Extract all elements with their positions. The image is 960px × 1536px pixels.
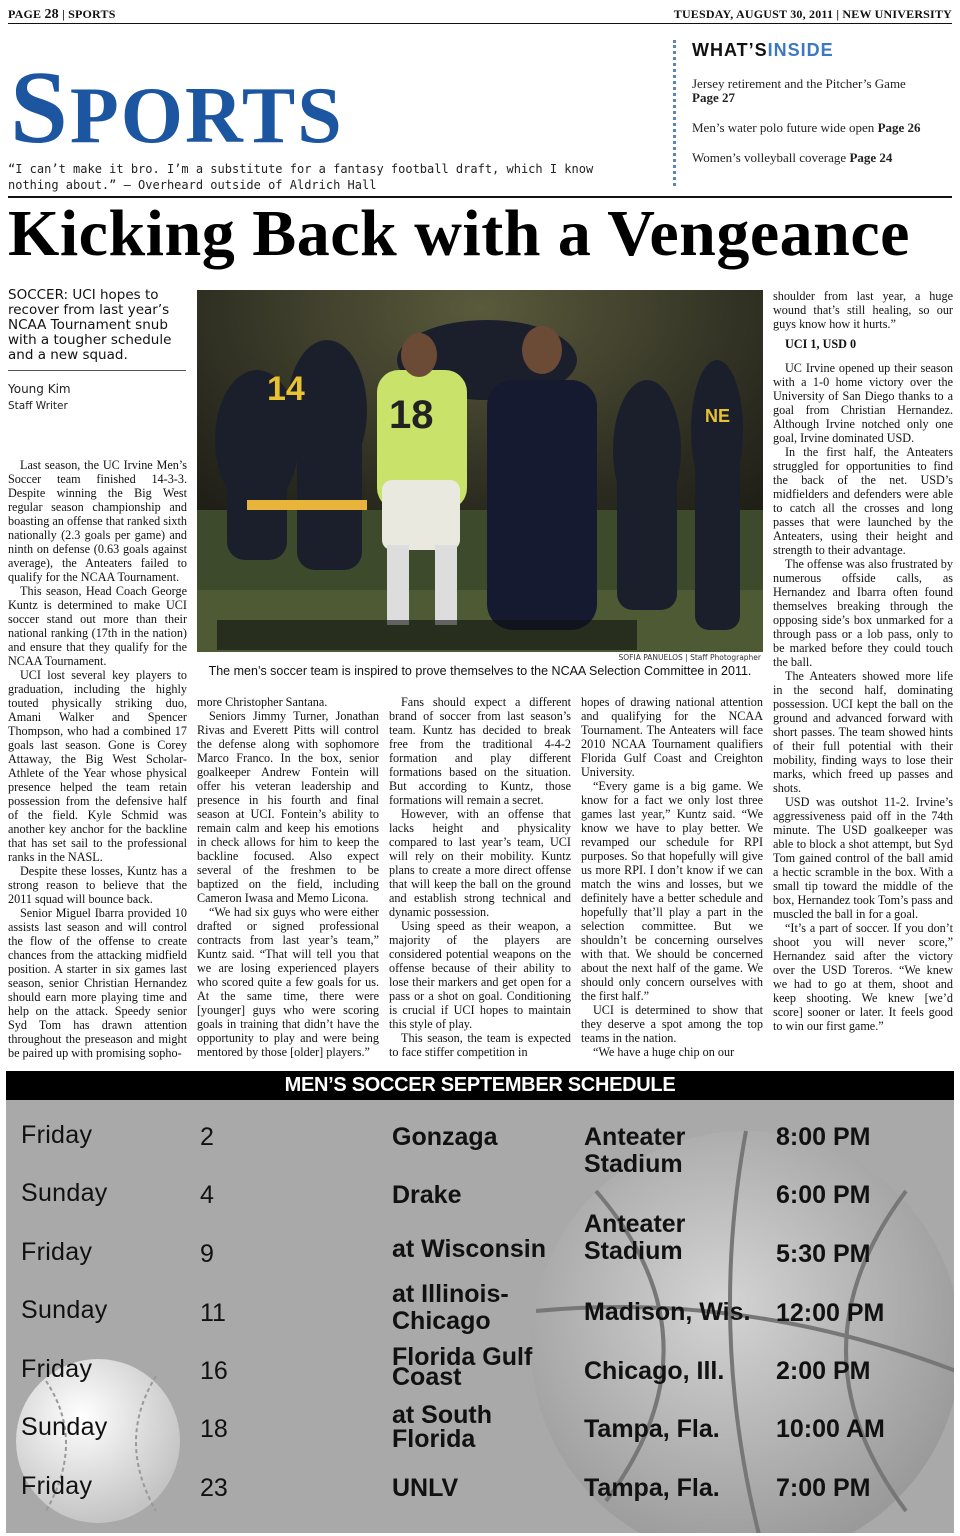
inside-item[interactable] (692, 77, 953, 105)
schedule-time: 8:00 PM (776, 1123, 871, 1151)
schedule-date: 16 (200, 1357, 228, 1385)
schedule-location: Tampa, Fla. (584, 1474, 720, 1502)
inside-item-text: Jersey retirement and the Pitcher’s Game (692, 76, 906, 91)
schedule-time: 10:00 AM (776, 1415, 885, 1443)
schedule-opponent: at Illinois-Chicago (392, 1280, 509, 1335)
paragraph: “We have a huge chip on our (593, 1045, 735, 1059)
inside-item-text: Men’s water polo future wide open (692, 120, 875, 135)
schedule-location: Anteater Stadium (584, 1210, 686, 1265)
section-title (10, 50, 344, 165)
jersey-number-18: 18 (389, 393, 434, 437)
schedule-day: Friday (21, 1121, 93, 1149)
paragraph: Seniors Jimmy Turner, Jonathan Rivas and Everett Pitts will control the defense along with sophomore Marco Franco. In the box, senior goalkeeper Andrew Fontein will offer his veteran leadership and presence in his fourth and final season at UCI. Fontein’s ability to remain calm and keep his emotions in check allows for him to keep the backline focused. Also expect several of the freshmen to be baptized on the field, including Cameron Iwasa and Memo Licona. (197, 709, 379, 905)
schedule-opponent: Florida Gulf Coast (392, 1343, 533, 1391)
basketball-icon (531, 1131, 954, 1533)
page-prefix: PAGE (8, 7, 42, 21)
paragraph: Fans should expect a different brand of soccer from last season’s team. Kuntz has decided to break free from the traditional 4-4-2 formation and play different formations based on the situation. But according to Kuntz, those formations will remain a secret. (389, 695, 571, 807)
paragraph: “It’s a part of soccer. If you don’t shoot you will never score,” Hernandez said after the victory over the USD Toreros. “We knew we had to go at them, shoot and keep shooting. We knew [we’d score] sooner or later. It feels good to win our first game.” (773, 921, 953, 1033)
schedule-time: 6:00 PM (776, 1181, 871, 1209)
inside-item-page: Page 26 (877, 120, 921, 135)
paragraph: hopes of drawing national attention and qualifying for the NCAA Tournament. The Anteaters will face 2010 NCAA Tournament qualifiers Florida Gulf Coast and Creighton University. (581, 695, 763, 779)
schedule-box (6, 1071, 954, 1533)
paragraph: “Every game is a big game. We know for a fact we only lost three games last year,” Kuntz said. “We know we have to play better. We revamped our schedule for RPI purposes. So that hopefully will give us more RPI. I don’t know if we can match the wins and losses, but we definitely have a better schedule and hopefully that’ll play a part in the selection committee. But we shouldn’t be concerning ourselves with that. We should be concerned about the next half of the game. We should only concern ourselves with the first half.” (581, 779, 763, 1003)
schedule-date: 23 (200, 1474, 228, 1502)
whats-inside-box (673, 40, 953, 186)
paragraph: Last season, the UC Irvine Men’s Soccer team finished 14-3-3. Despite winning the Big West regular season championship and boasting an offense that ranked sixth nationally (2.3 goals per game) and ninth on defense (0.63 goals against average), the Anteaters failed to qualify for the NCAA Tournament. (8, 458, 187, 584)
section-title-first: S (10, 50, 70, 165)
schedule-opponent: Drake (392, 1181, 462, 1209)
photo-credit: SOFIA PANUELOS | Staff Photographer (618, 653, 761, 662)
paragraph: Using speed as their weapon, a majority of the players are considered potential weapons on the offense because of their ability to lose their markers and get open for a pass or a shot on goal. Conditioning is crucial if UCI hopes to maintain this style of play. (389, 919, 571, 1031)
schedule-location: Tampa, Fla. (584, 1415, 720, 1443)
page-folio (8, 7, 116, 23)
schedule-opponent: Gonzaga (392, 1123, 498, 1151)
paragraph: more Christopher Santana. (197, 695, 328, 709)
inside-item[interactable] (692, 151, 953, 165)
headline: Kicking Back with a Vengeance (8, 197, 910, 270)
article-column-1 (8, 458, 187, 1060)
jersey-number-14: 14 (267, 370, 305, 408)
schedule-time: 7:00 PM (776, 1474, 871, 1502)
paragraph: UCI lost several key players to graduation, including the highly touted physically striking duo, Amani Walker and Spencer Thompson, who had a combined 17 goals last season. Gone is Corey Attaway, the Big West Scholar-Athlete of the Year whose physical presence helped the team retain possession from the defensive half of the field. Kyle Schmid was another key anchor for the backline that has set sail to the professional ranks in the NASL. (8, 668, 187, 864)
article-column-3 (389, 695, 571, 1059)
schedule-opponent: at Wisconsin (392, 1235, 546, 1263)
page-header (8, 6, 952, 24)
schedule-day: Sunday (21, 1413, 108, 1441)
schedule-time: 5:30 PM (776, 1240, 871, 1268)
paragraph: shoulder from last year, a huge wound that’s still healing, so our guys know how it hurts.” (773, 289, 953, 331)
paragraph: Senior Miguel Ibarra provided 10 assists last season and will control the flow of the offense to create chances from the attacking midfield position. A starter in six games last season, senior Christian Hernandez should earn more playing time and help on the attack. Speedy senior Syd Tom has drawn attention throughout the preseason and might be paired up with promising sopho- (8, 906, 187, 1060)
schedule-title: MEN’S SOCCER SEPTEMBER SCHEDULE (6, 1071, 954, 1100)
inside-item-text: Women’s volleyball coverage (692, 150, 847, 165)
photo-illustration (197, 290, 763, 652)
paragraph: UC Irvine opened up their season with a 1-0 home victory over the University of San Diego thanks to a goal from Christian Hernandez. Although Irvine notched only one goal, Irvine dominated USD. (773, 361, 953, 445)
schedule-day: Friday (21, 1355, 93, 1383)
paragraph: In the first half, the Anteaters struggled for opportunities to find the back of the net. USD’s midfielders and defenders were able to catch all the crosses and long passes that were launched by the Anteaters, using their height and strength to their advantage. (773, 445, 953, 557)
schedule-time: 12:00 PM (776, 1299, 885, 1327)
paragraph: However, with an offense that lacks height and physicality compared to last year’s team, UCI will rely on their mobility. Kuntz plans to create a more direct offense that will keep the ball on the ground and establish strong technical and dynamic possession. (389, 807, 571, 919)
deck: SOCCER: UCI hopes to recover from last year’s NCAA Tournament snub with a tougher schedule and a new squad. (8, 287, 172, 363)
schedule-opponent: at South Florida (392, 1401, 492, 1453)
byline-name: Young Kim (8, 382, 71, 396)
paragraph: This season, Head Coach George Kuntz is determined to make UCI soccer stand out more than their national ranking (17th in the nation) and ensure that they qualify for the NCAA Tournament. (8, 584, 187, 668)
schedule-day: Friday (21, 1238, 93, 1266)
inside-item-page: Page 24 (849, 150, 893, 165)
schedule-day: Sunday (21, 1296, 108, 1324)
schedule-date: 9 (200, 1240, 214, 1268)
inside-item[interactable] (692, 121, 953, 135)
paragraph: Despite these losses, Kuntz has a strong reason to believe that the 2011 squad will bounce back. (8, 864, 187, 906)
schedule-location: Madison, Wis. (584, 1298, 751, 1326)
article-column-4 (581, 695, 763, 1059)
article-column-5 (773, 289, 953, 1033)
whats-inside-title-a: WHAT’S (692, 40, 768, 60)
date-paper: TUESDAY, AUGUST 30, 2011 | NEW UNIVERSITY (673, 7, 952, 21)
section-title-rest: PORTS (69, 72, 344, 160)
section-label: | SPORTS (62, 7, 116, 21)
schedule-date: 18 (200, 1415, 228, 1443)
schedule-opponent: UNLV (392, 1474, 459, 1502)
paragraph: UCI is determined to show that they deserve a spot among the top teams in the nation. (581, 1003, 763, 1045)
subhead: UCI 1, USD 0 (785, 337, 857, 351)
paragraph: USD was outshot 11-2. Irvine’s aggressiveness paid off in the 74th minute. The USD goalkeeper was able to block a shot attempt, but Syd Tom gained control of the ball amid a hectic scramble in the box. With a small tip toward the middle of the box, Hernandez took Tom’s pass and muscled the ball in for a goal. (773, 795, 953, 921)
byline (8, 382, 188, 412)
schedule-date: 2 (200, 1123, 214, 1151)
paragraph: This season, the team is expected to face stiffer competition in (389, 1031, 571, 1059)
paragraph: The offense was also frustrated by numerous offside calls, as Hernandez and Ibarra often found themselves breaking through the opposing side’s box unmarked for a through pass or a lob pass, only to be marked before they could touch the ball. (773, 557, 953, 669)
schedule-day: Friday (21, 1472, 93, 1500)
inside-item-page: Page 27 (692, 90, 735, 105)
schedule-date: 4 (200, 1181, 214, 1209)
schedule-location: Chicago, Ill. (584, 1357, 725, 1385)
jersey-letters: NE (705, 406, 731, 426)
schedule-time: 2:00 PM (776, 1357, 871, 1385)
page-number: 28 (44, 7, 59, 22)
schedule-day: Sunday (21, 1179, 108, 1207)
team-huddle-photo (197, 290, 763, 652)
paragraph: “We had six guys who were either drafted or signed professional contracts from last year’s team,” Kuntz said. “That will tell you that we are losing experienced players who scored quite a few goals for us. At the same time, there were [younger] guys who were scoring goals in training that didn’t have the opportunity to play and were being mentored by those [older] players.” (197, 905, 379, 1059)
photo-caption: The men’s soccer team is inspired to prove themselves to the NCAA Selection Committee in 2011. (208, 664, 752, 678)
byline-role: Staff Writer (8, 400, 68, 412)
schedule-location: Anteater Stadium (584, 1123, 686, 1178)
whats-inside-title-b: INSIDE (767, 40, 834, 60)
schedule-date: 11 (200, 1299, 226, 1327)
deck-rule (8, 370, 186, 371)
article-column-2 (197, 695, 379, 1059)
whats-inside-title (692, 40, 953, 61)
paragraph: The Anteaters showed more life in the second half, dominating possession. UCI kept the ball on the ground and advanced forward with short passes. The team showed hints of their full potential with their mobility, finding ways to lose their marks, which freed up passes and shots. (773, 669, 953, 795)
overheard-quote: “I can’t make it bro. I’m a substitute for a fantasy football draft, which I know nothing about.” — Overheard outside of Aldrich Hall (8, 162, 594, 192)
